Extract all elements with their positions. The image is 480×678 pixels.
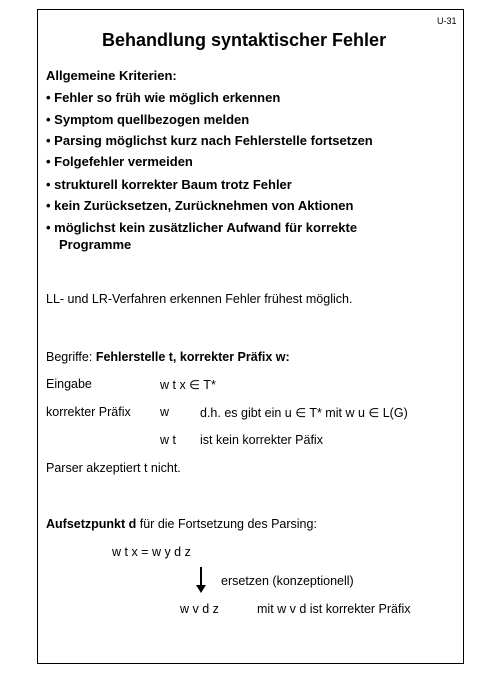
terms-prefix: Begriffe:	[46, 350, 96, 364]
terms-line	[46, 350, 290, 364]
criteria-heading: Allgemeine Kriterien:	[46, 68, 177, 83]
down-arrow-head-icon	[196, 585, 206, 593]
wt-text: ist kein korrekter Päfix	[200, 433, 323, 447]
aufsetz-line	[46, 517, 317, 531]
down-arrow-icon	[200, 567, 202, 587]
result-text: mit w v d ist korrekter Präfix	[257, 602, 411, 616]
page-number: U-31	[437, 16, 457, 26]
criteria-item: • möglichst kein zusätzlicher Aufwand für korrekte	[46, 220, 358, 235]
criteria-item: • Folgefehler vermeiden	[46, 154, 193, 169]
aufsetz-rest: für die Fortsetzung des Parsing:	[136, 517, 317, 531]
criteria-item: • Parsing möglichst kurz nach Fehlerstelle fortsetzen	[46, 133, 373, 148]
parser-statement: Parser akzeptiert t nicht.	[46, 461, 181, 475]
criteria-item-continuation: Programme	[59, 237, 132, 252]
aufsetz-equation: w t x = w y d z	[112, 545, 191, 559]
criteria-item: • kein Zurücksetzen, Zurücknehmen von Aktionen	[46, 198, 354, 213]
praefix-w: w	[160, 405, 170, 419]
praefix-formula: d.h. es gibt ein u ∈ T* mit w u ∈ L(G)	[200, 406, 408, 420]
wt-term: w t	[160, 433, 176, 447]
criteria-item: • Symptom quellbezogen melden	[46, 112, 250, 127]
terms-bold: Fehlerstelle t, korrekter Präfix w:	[95, 350, 290, 364]
slide-frame	[37, 9, 464, 664]
criteria-item: • Fehler so früh wie möglich erkennen	[46, 90, 281, 105]
criteria-item: • strukturell korrekter Baum trotz Fehler	[46, 177, 292, 192]
aufsetz-bold: Aufsetzpunkt d	[46, 517, 137, 531]
page-title: Behandlung syntaktischer Fehler	[102, 30, 387, 50]
eingabe-formula: w t x ∈ T*	[160, 378, 216, 392]
eingabe-label: Eingabe	[46, 377, 92, 391]
ll-lr-statement: LL- und LR-Verfahren erkennen Fehler frühest möglich.	[46, 292, 353, 306]
result-term: w v d z	[180, 602, 219, 616]
ersetzen-label: ersetzen (konzeptionell)	[221, 574, 354, 588]
praefix-label: korrekter Präfix	[46, 405, 131, 419]
